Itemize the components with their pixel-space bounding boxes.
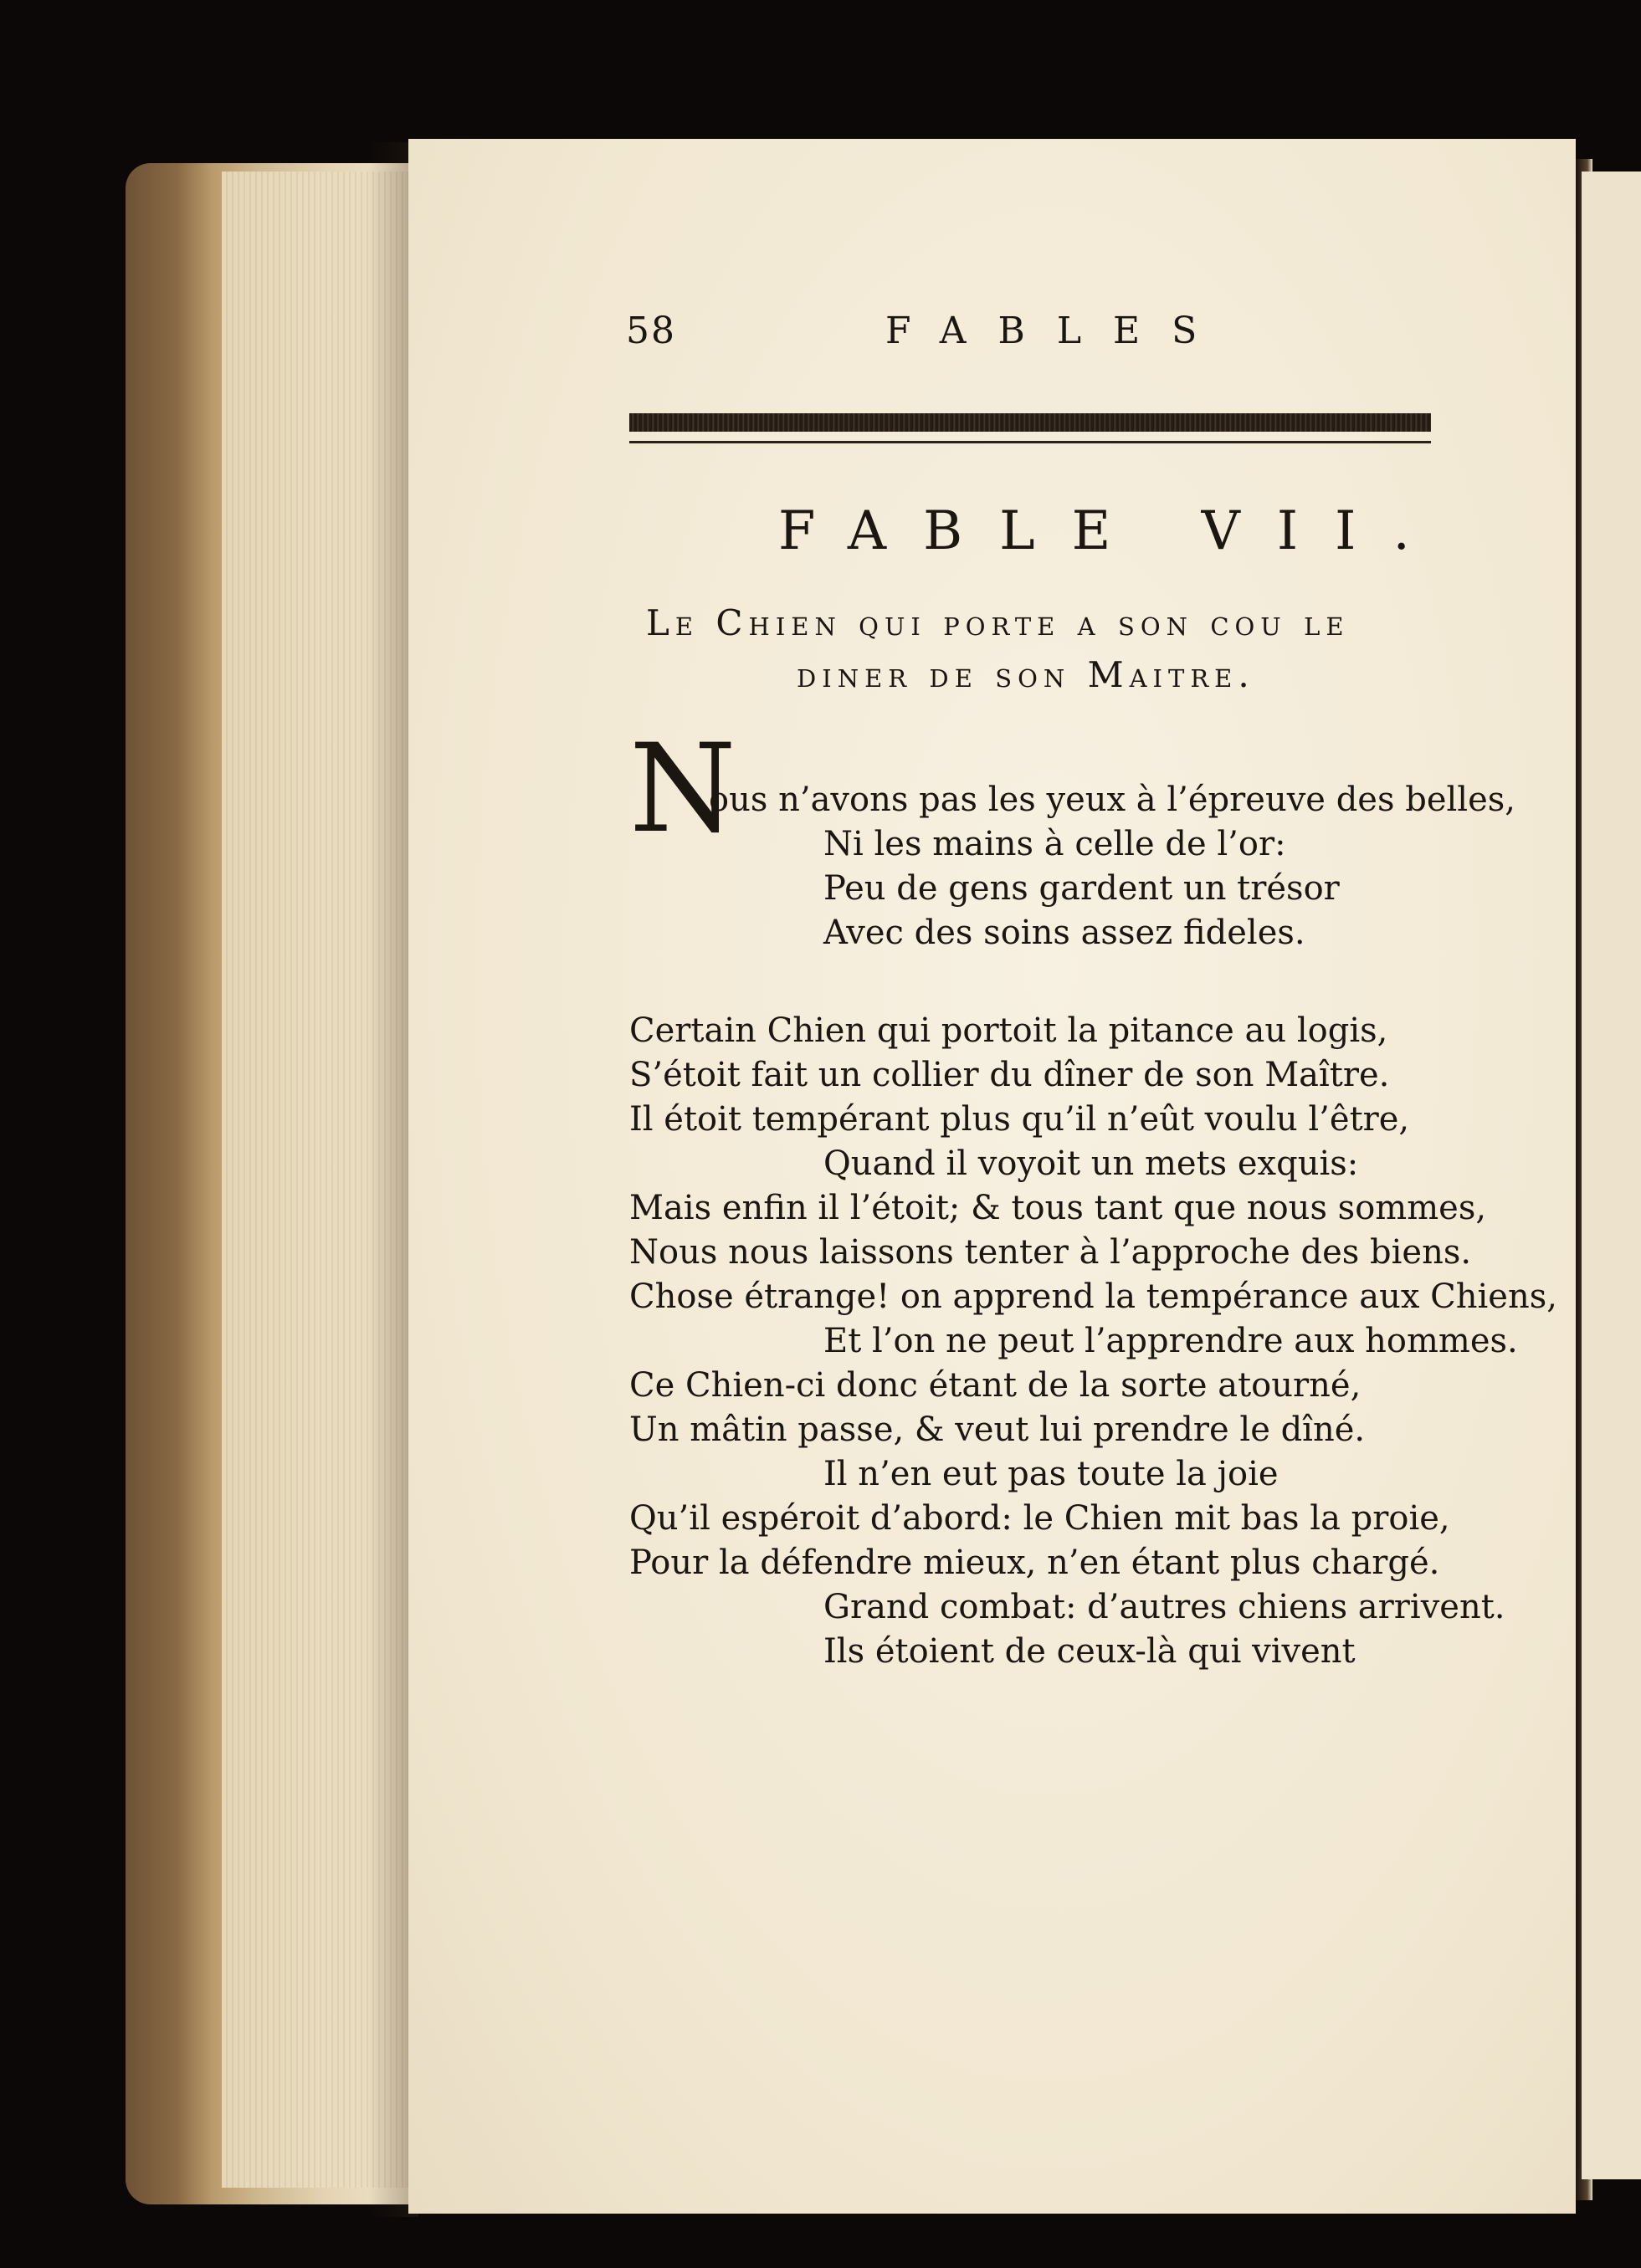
verse-line: Il n’en eut pas toute la joie [823, 1455, 1279, 1493]
verse-line: Certain Chien qui portoit la pitance au logis, [629, 1011, 1388, 1050]
verse-line: ous n’avons pas les yeux à l’épreuve des belles, [709, 781, 1515, 819]
fable-title-line-1: Le Chien qui porte a son cou le [646, 602, 1350, 643]
page-number: 58 [626, 310, 676, 352]
verse-line: Et l’on ne peut l’apprendre aux hommes. [823, 1322, 1518, 1360]
verse-line: S’étoit fait un collier du dîner de son Maître. [629, 1056, 1390, 1094]
running-title: FABLES [885, 310, 1229, 352]
thin-rule [629, 441, 1431, 443]
fable-title-line-2: diner de son Maitre. [797, 654, 1255, 695]
verse-line: Un mâtin passe, & veut lui prendre le dîné. [629, 1410, 1366, 1449]
verse-line: Nous nous laissons tenter à l’approche des biens. [629, 1233, 1472, 1272]
verse-line: Avec des soins assez fideles. [823, 914, 1305, 952]
verse-line: Peu de gens gardent un trésor [823, 869, 1340, 908]
verse-line: Mais enfin il l’étoit; & tous tant que nous sommes, [629, 1189, 1487, 1227]
verse-line: Ils étoient de ceux-là qui vivent [823, 1632, 1356, 1671]
heavy-rule [629, 413, 1431, 432]
verse-line: Qu’il espéroit d’abord: le Chien mit bas la proie, [629, 1499, 1450, 1538]
drop-cap: N [629, 718, 736, 860]
fable-number: FABLE VII. [778, 500, 1447, 562]
verse-line: Ce Chien-ci donc étant de la sorte atourné, [629, 1366, 1362, 1405]
facing-page-edge [1582, 172, 1641, 2179]
verse-line: Il étoit tempérant plus qu’il n’eût voulu l’être, [629, 1100, 1410, 1139]
verse-line: Chose étrange! on apprend la tempérance aux Chiens, [629, 1277, 1557, 1316]
verse-line: Quand il voyoit un mets exquis: [823, 1144, 1359, 1183]
verse-line: Grand combat: d’autres chiens arrivent. [823, 1588, 1505, 1626]
verse-line: Pour la défendre mieux, n’en étant plus chargé. [629, 1544, 1440, 1582]
verse-line: Ni les mains à celle de l’or: [823, 825, 1286, 863]
